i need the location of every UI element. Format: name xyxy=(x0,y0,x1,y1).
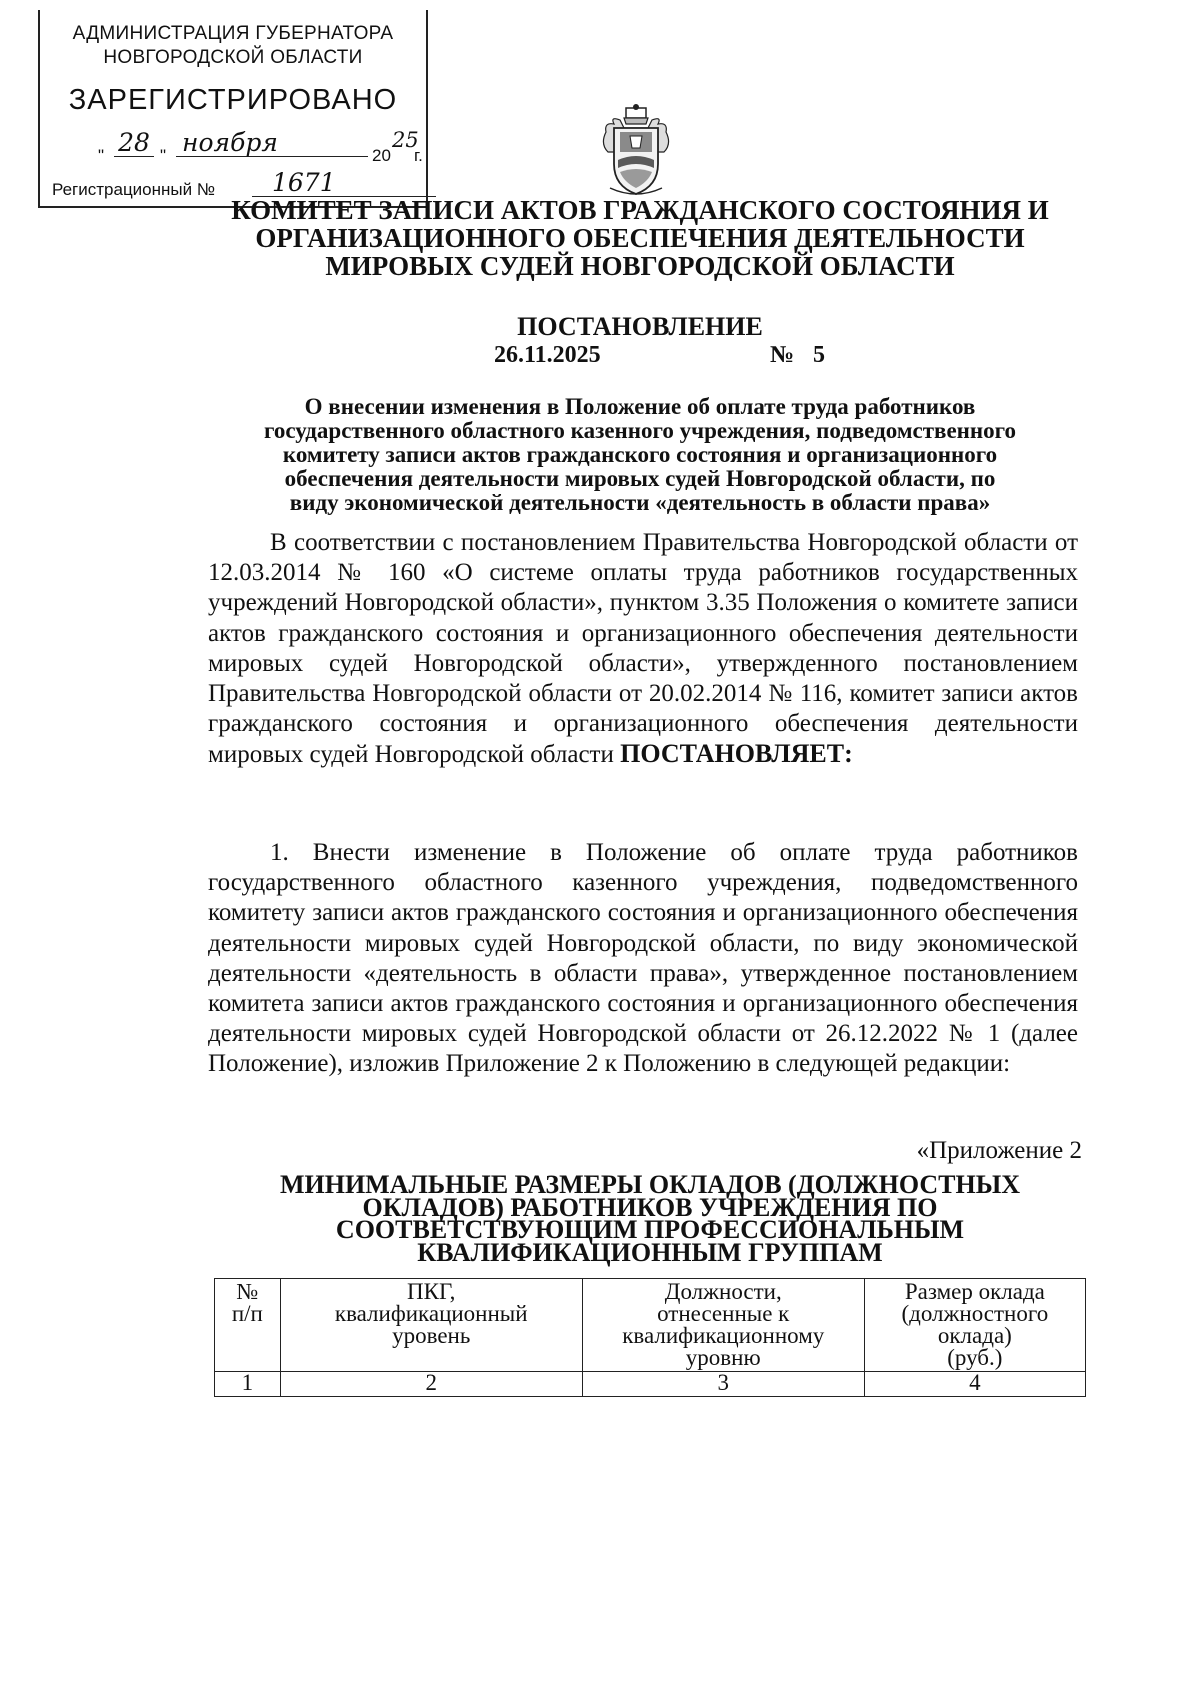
novgorod-coat-of-arms-icon xyxy=(596,102,676,202)
header-text: ПКГ, xyxy=(407,1279,456,1304)
document-date: 26.11.2025 xyxy=(494,342,601,368)
document-subject xyxy=(200,395,1080,515)
stamp-quote-close: " xyxy=(160,146,167,165)
preamble-paragraph xyxy=(208,528,1078,771)
appendix-title-line2: ОКЛАДОВ) РАБОТНИКОВ УЧРЕЖДЕНИЯ ПО xyxy=(362,1192,938,1222)
org-title-line3: МИРОВЫХ СУДЕЙ НОВГОРОДСКОЙ ОБЛАСТИ xyxy=(325,251,955,281)
stamp-reg-number: 1671 xyxy=(252,168,436,197)
stamp-day: 28 xyxy=(114,128,154,157)
stamp-quote-open: " xyxy=(98,146,105,165)
appendix-label: «Приложение 2 xyxy=(916,1137,1082,1164)
subject-line4: обеспечения деятельности мировых судей Новгородской области, по xyxy=(284,466,996,491)
preamble-text: В соответствии с постановлением Правительства Новгородской области от 12.03.2014 № 160 «О системе оплаты труда работников государственных учреждений Новгородской области», пунктом 3.35 Положения о комитете записи актов гражданского состояния и организационного обеспечения деятельности мировых судей Новгородской области», утвержденного постановлением Правительства Новгородской области от 20.02.2014 № 116, комитет записи актов гражданского состояния и организационного обеспечения деятельности мировых судей Новгородской области xyxy=(208,529,1078,769)
header-text: Размер оклада xyxy=(904,1279,1045,1304)
stamp-org-line2: НОВГОРОДСКОЙ ОБЛАСТИ xyxy=(103,47,363,68)
org-title-line1: КОМИТЕТ ЗАПИСИ АКТОВ ГРАЖДАНСКОГО СОСТОЯНИЯ И xyxy=(231,195,1049,225)
stamp-date xyxy=(64,128,423,166)
table-numbering-row xyxy=(215,1372,1086,1397)
header-text: (руб.) xyxy=(947,1345,1003,1370)
header-text: уровень xyxy=(392,1323,471,1348)
subject-line5: виду экономической деятельности «деятельность в области права» xyxy=(289,490,991,515)
appendix-title xyxy=(200,1170,1100,1267)
header-cell-positions xyxy=(582,1279,864,1372)
subject-line2: государственного областного казенного учреждения, подведомственного xyxy=(263,418,1017,443)
document-type: ПОСТАНОВЛЕНИЕ xyxy=(517,312,763,341)
decree-word: ПОСТАНОВЛЯЕТ: xyxy=(620,739,853,769)
item-1-paragraph: 1. Внести изменение в Положение об оплате труда работников государственного областного казенного учреждения, подведомственного комитету записи актов гражданского состояния и организационного обеспечения деятельности мировых судей Новгородской области, по виду экономической деятельности «деятельность в области права», утвержденное постановлением комитета записи актов гражданского состояния и организационного обеспечения деятельности мировых судей Новгородской области от 26.12.2022 № 1 (далее Положение), изложив Приложение 2 к Положению в следующей редакции: xyxy=(208,839,1078,1078)
registration-stamp xyxy=(38,10,428,208)
header-text: отнесенные к xyxy=(657,1301,790,1326)
stamp-org-line1: АДМИНИСТРАЦИЯ ГУБЕРНАТОРА xyxy=(72,23,394,44)
salary-table xyxy=(214,1278,1086,1397)
header-text: квалификационный xyxy=(334,1301,528,1326)
header-cell-salary xyxy=(864,1279,1085,1372)
header-text: квалификационному xyxy=(622,1323,825,1348)
org-title-line2: ОРГАНИЗАЦИОННОГО ОБЕСПЕЧЕНИЯ ДЕЯТЕЛЬНОСТИ xyxy=(255,223,1025,253)
table-cell: 1 xyxy=(215,1372,281,1397)
appendix-title-line4: КВАЛИФИКАЦИОННЫМ ГРУППАМ xyxy=(417,1237,883,1267)
document-number-label: № xyxy=(770,342,795,368)
table-cell: 4 xyxy=(864,1372,1085,1397)
document-number: 5 xyxy=(813,342,825,368)
organization-title xyxy=(200,196,1080,280)
header-text: оклада) xyxy=(937,1323,1012,1348)
appendix-title-line3: СООТВЕТСТВУЮЩИМ ПРОФЕССИОНАЛЬНЫМ xyxy=(335,1215,965,1244)
header-text: (должностного xyxy=(901,1301,1049,1326)
stamp-registered-label: ЗАРЕГИСТРИРОВАНО xyxy=(68,84,398,116)
table-header-row xyxy=(215,1279,1086,1372)
stamp-year-unit: г. xyxy=(414,146,423,165)
stamp-reg-label: Регистрационный № xyxy=(52,180,216,199)
stamp-year-prefix: 20 xyxy=(372,146,391,165)
table-cell: 3 xyxy=(582,1372,864,1397)
header-text: Должности, xyxy=(664,1279,782,1304)
header-text: уровню xyxy=(685,1345,761,1370)
stamp-month: ноября xyxy=(176,128,368,157)
subject-line3: комитету записи актов гражданского состояния и организационного xyxy=(282,442,998,467)
subject-line1: О внесении изменения в Положение об оплате труда работников xyxy=(304,394,976,419)
stamp-organization xyxy=(40,22,426,70)
header-text: № xyxy=(236,1279,259,1304)
header-text: п/п xyxy=(231,1301,263,1326)
header-cell-number xyxy=(215,1279,281,1372)
table-cell: 2 xyxy=(280,1372,582,1397)
header-cell-pkg xyxy=(280,1279,582,1372)
stamp-year-suffix: 25 xyxy=(392,128,419,152)
appendix-title-line1: МИНИМАЛЬНЫЕ РАЗМЕРЫ ОКЛАДОВ (ДОЛЖНОСТНЫХ xyxy=(279,1170,1021,1199)
